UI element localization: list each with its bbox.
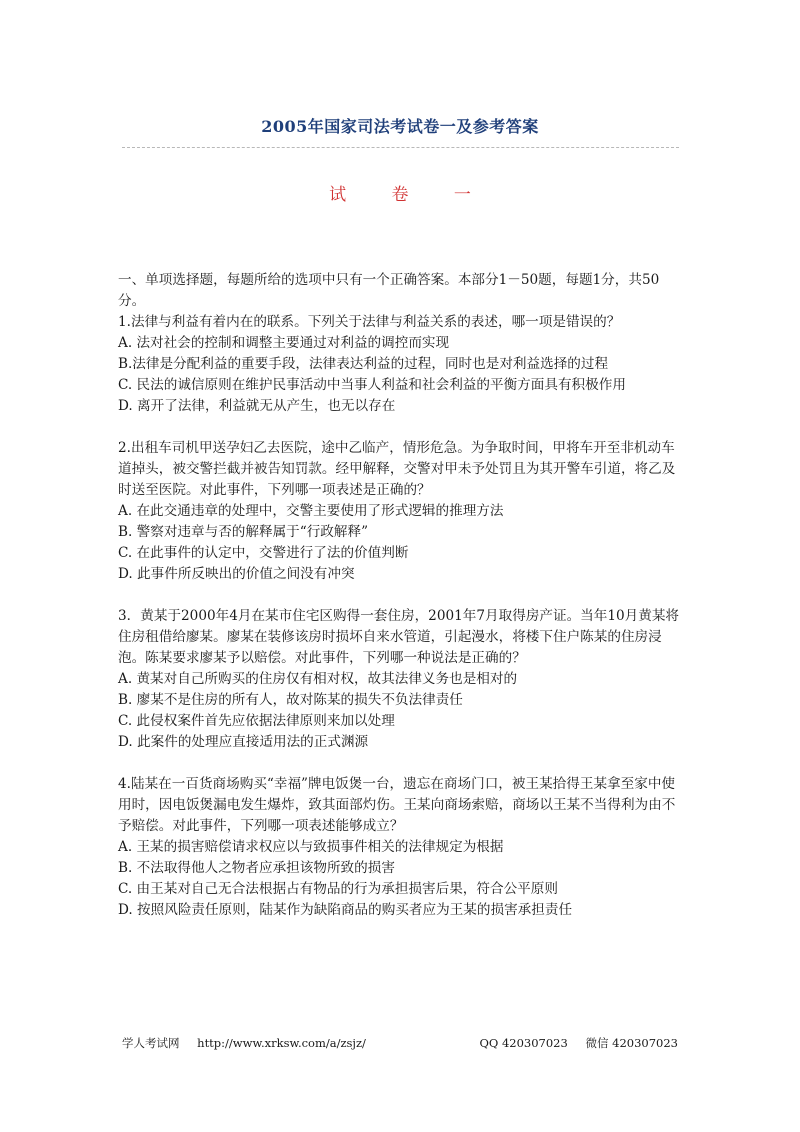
question-stem: 3．黄某于2000年4月在某市住宅区购得一套住房，2001年7月取得房产证。当年10月黄某将住房租借给廖某。廖某在装修该房时损坏自来水管道，引起漫水，将楼下住户陈某的住房浸泡。陈某要求廖某予以赔偿。对此事件，下列哪一种说法是正确的？ bbox=[118, 608, 680, 666]
option-a: A. 法对社会的控制和调整主要通过对利益的调控而实现 bbox=[118, 335, 450, 351]
option-d: D. 此案件的处理应直接适用法的正式渊源 bbox=[118, 734, 369, 750]
question-4 bbox=[118, 774, 682, 921]
section-intro: 一、单项选择题，每题所给的选项中只有一个正确答案。本部分1－50题，每题1分，共50分。 bbox=[118, 272, 660, 309]
option-b: B. 不法取得他人之物者应承担该物所致的损害 bbox=[118, 860, 395, 876]
option-list bbox=[118, 501, 682, 585]
option-list bbox=[118, 333, 682, 417]
option-a: A. 王某的损害赔偿请求权应以与致损事件相关的法律规定为根据 bbox=[118, 839, 504, 855]
dashed-divider bbox=[122, 147, 679, 148]
footer-url-link[interactable]: http://www.xrksw.com/a/zsjz/ bbox=[197, 1036, 366, 1050]
question-stem: 4.陆某在一百货商场购买“幸福”牌电饭煲一台，遗忘在商场门口，被王某拾得王某拿至家中使用时，因电饭煲漏电发生爆炸，致其面部灼伤。王某向商场索赔，商场以王某不当得利为由不予赔偿。对此事件，下列哪一项表述能够成立？ bbox=[118, 776, 676, 834]
footer-right bbox=[465, 1035, 678, 1051]
section-title: 试 卷 一 bbox=[329, 185, 491, 205]
footer-site-name: 学人考试网 bbox=[122, 1036, 180, 1050]
option-c: C. 由王某对自己无合法根据占有物品的行为承担损害后果，符合公平原则 bbox=[118, 881, 558, 897]
question-stem: 1.法律与利益有着内在的联系。下列关于法律与利益关系的表述，哪一项是错误的？ bbox=[118, 314, 621, 330]
option-d: D. 此事件所反映出的价值之间没有冲突 bbox=[118, 566, 355, 582]
question-2 bbox=[118, 438, 682, 585]
footer-qq: QQ 420307023 bbox=[479, 1036, 568, 1050]
option-list bbox=[118, 837, 682, 921]
option-b: B. 警察对违章与否的解释属于“行政解释” bbox=[118, 524, 369, 540]
option-a: A. 在此交通违章的处理中，交警主要使用了形式逻辑的推理方法 bbox=[118, 503, 504, 519]
option-b: B. 廖某不是住房的所有人，故对陈某的损失不负法律责任 bbox=[118, 692, 463, 708]
question-3 bbox=[118, 606, 682, 753]
document-body bbox=[118, 270, 682, 942]
page-footer bbox=[122, 1035, 678, 1051]
option-d: D. 按照风险责任原则，陆某作为缺陷商品的购买者应为王某的损害承担责任 bbox=[118, 902, 573, 918]
option-list bbox=[118, 669, 682, 753]
footer-wechat: 微信 420307023 bbox=[585, 1036, 678, 1050]
question-1 bbox=[118, 312, 682, 417]
option-b: B.法律是分配利益的重要手段，法律表达利益的过程，同时也是对利益选择的过程 bbox=[118, 356, 609, 372]
option-c: C. 在此事件的认定中，交警进行了法的价值判断 bbox=[118, 545, 409, 561]
option-c: C. 民法的诚信原则在维护民事活动中当事人利益和社会利益的平衡方面具有积极作用 bbox=[118, 377, 626, 393]
page-title: 2005年国家司法考试卷一及参考答案 bbox=[261, 117, 539, 136]
question-stem: 2.出租车司机甲送孕妇乙去医院，途中乙临产，情形危急。为争取时间，甲将车开至非机动车道掉头，被交警拦截并被告知罚款。经甲解释，交警对甲未予处罚且为其开警车引道，将乙及时送至医院。对此事件，下列哪一项表述是正确的？ bbox=[118, 440, 676, 498]
footer-left bbox=[122, 1035, 380, 1051]
option-c: C. 此侵权案件首先应依据法律原则来加以处理 bbox=[118, 713, 395, 729]
option-a: A. 黄某对自己所购买的住房仅有相对权，故其法律义务也是相对的 bbox=[118, 671, 518, 687]
option-d: D. 离开了法律，利益就无从产生，也无以存在 bbox=[118, 398, 396, 414]
